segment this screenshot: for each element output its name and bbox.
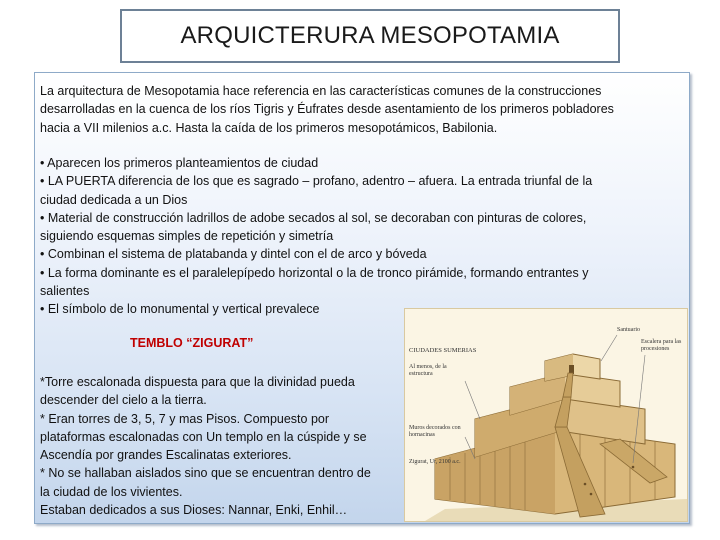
intro-line: desarrolladas en la cuenca de los ríos Tigris y Éufrates desde asentamiento de los primeros pobladores	[40, 102, 614, 117]
illus-label-walls: Muros decorados con hornacinas	[409, 425, 461, 438]
ziggurat-line: plataformas escalonadas con Un templo en la cúspide y se	[40, 429, 367, 444]
ziggurat-line: * No se hallaban aislados sino que se encuentran dentro de	[40, 466, 371, 481]
bullet-line: • LA PUERTA diferencia de los que es sagrado – profano, adentro – afuera. La entrada triunfal de la	[40, 174, 593, 189]
title-box	[120, 9, 620, 63]
bullet-line: • Aparecen los primeros planteamientos de ciudad	[40, 156, 319, 170]
bullet-line: • Combinan el sistema de platabanda y dintel con el de arco y bóveda	[40, 247, 427, 262]
ziggurat-line: descender del cielo a la tierra.	[40, 393, 207, 408]
bullet-list	[40, 154, 670, 319]
intro-line: La arquitectura de Mesopotamia hace referencia en las características comunes de la construcciones	[40, 84, 602, 98]
ziggurat-illustration	[404, 308, 688, 522]
ziggurat-line: Estaban dedicados a sus Dioses: Nannar, Enki, Enhil…	[40, 503, 348, 518]
bullet-line: • El símbolo de lo monumental y vertical prevalece	[40, 302, 320, 317]
illus-label-caption: Zigurat, Ur, 2100 a.c.	[409, 459, 461, 465]
bullet-line: • Material de construcción ladrillos de adobe secados al sol, se decoraban con pinturas de colores,	[40, 210, 587, 225]
intro-line: hacia a VII milenios a.c. Hasta la caída de los primeros mesopotámicos, Babilonia.	[40, 120, 498, 135]
bullet-line: • La forma dominante es el paralelepípedo horizontal o la de tronco pirámide, formando entrantes y	[40, 265, 589, 280]
bullet-line: ciudad dedicada a un Dios	[40, 192, 188, 207]
ziggurat-line: *Torre escalonada dispuesta para que la divinidad pueda	[40, 375, 355, 389]
ziggurat-description	[40, 373, 404, 519]
illus-label-platform: Al menos, de la estructura	[409, 364, 447, 377]
ziggurat-line: Ascendía por grandes Escalinatas exteriores.	[40, 448, 292, 463]
intro-paragraph	[40, 82, 670, 137]
bullet-line: salientes	[40, 284, 90, 299]
ziggurat-line: la ciudad de los vivientes.	[40, 484, 183, 499]
ziggurat-line: * Eran torres de 3, 5, 7 y mas Pisos. Compuesto por	[40, 411, 330, 426]
illus-label-heading: CIUDADES SUMERIAS	[409, 347, 477, 354]
bullet-line: siguiendo esquemas simples de repetición y simetría	[40, 229, 334, 244]
illus-label-stairs: Escalera para las procesiones	[641, 339, 682, 352]
illus-label-sanctuary: Santuario	[617, 327, 640, 333]
ziggurat-heading: TEMBLO “ZIGURAT”	[130, 336, 254, 350]
slide-title: ARQUICTERURA MESOPOTAMIA	[180, 22, 560, 49]
